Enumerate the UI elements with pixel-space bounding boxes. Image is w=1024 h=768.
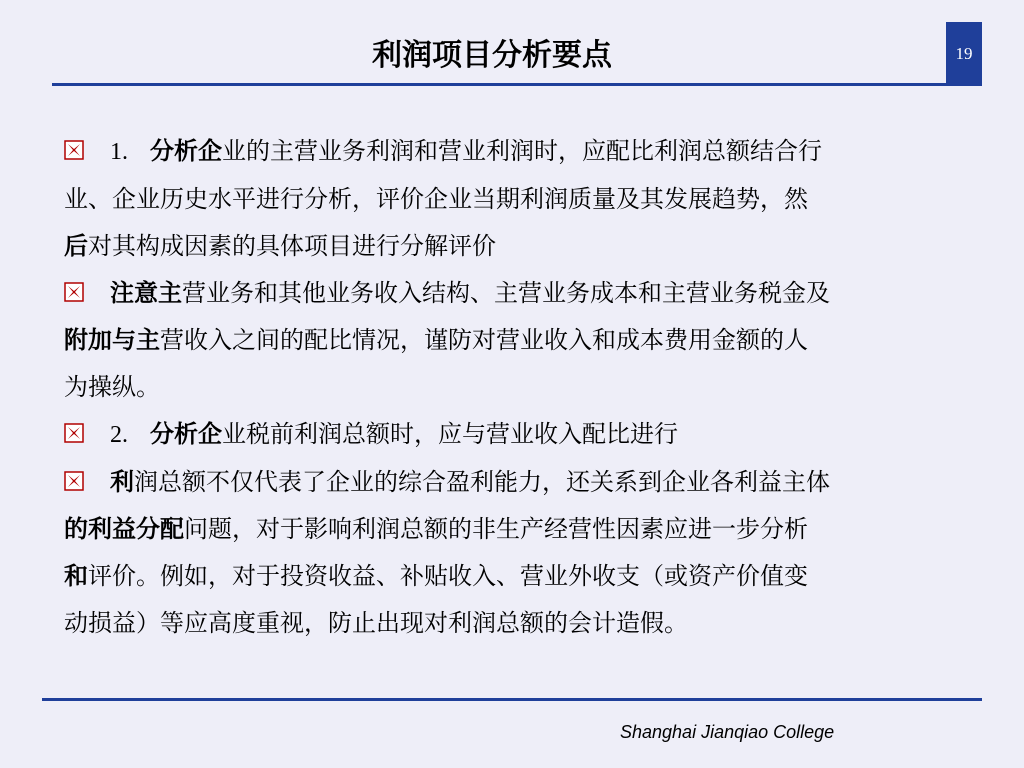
- item-bold-text: 和: [64, 562, 88, 590]
- item-text: 营业务和其他业务收入结构、主营业务成本和主营业务税金及: [182, 279, 830, 307]
- item-text: 营收入之间的配比情况，谨防对营业收入和成本费用金额的人: [160, 326, 808, 354]
- maltese-cross-icon: [64, 423, 84, 443]
- item-bold-text: 注意主: [110, 279, 182, 307]
- bullet-list: [64, 128, 964, 647]
- page-number-badge: 19: [946, 22, 982, 86]
- list-item: [64, 459, 964, 647]
- item-bold-text: 分析企: [150, 137, 222, 165]
- item-bold-text: 的利益分配: [64, 515, 184, 543]
- item-bold-text: 分析企: [150, 420, 222, 448]
- item-text: 评价。例如，对于投资收益、补贴收入、营业外收支（或资产价值变: [88, 562, 808, 590]
- maltese-cross-icon: [64, 471, 84, 491]
- item-text: 润总额不仅代表了企业的综合盈利能力，还关系到企业各利益主体: [134, 468, 830, 496]
- footer-college-name: Shanghai Jianqiao College: [620, 722, 835, 742]
- item-text: 动损益）等应高度重视，防止出现对利润总额的会计造假。: [64, 609, 688, 637]
- item-text: 业税前利润总额时，应与营业收入配比进行: [222, 420, 678, 448]
- item-bold-text: 后: [64, 232, 88, 260]
- item-text: 业、企业历史水平进行分析，评价企业当期利润质量及其发展趋势，然: [64, 185, 808, 213]
- title-divider: [52, 83, 982, 86]
- item-bold-text: 附加与主: [64, 326, 160, 354]
- item-text: 为操纵。: [64, 373, 160, 401]
- item-text: 对其构成因素的具体项目进行分解评价: [88, 232, 496, 260]
- maltese-cross-icon: [64, 282, 84, 302]
- item-text: 业的主营业务利润和营业利润时，应配比利润总额结合行: [222, 137, 822, 165]
- maltese-cross-icon: [64, 140, 84, 160]
- item-bold-text: 利: [110, 468, 134, 496]
- footer-divider: [42, 698, 982, 701]
- list-item: [64, 270, 964, 411]
- item-text: 问题，对于影响利润总额的非生产经营性因素应进一步分析: [184, 515, 808, 543]
- item-number: 1.: [110, 139, 128, 165]
- list-item: [64, 411, 964, 459]
- list-item: [64, 128, 964, 270]
- slide-title: 利润项目分析要点: [372, 38, 612, 73]
- item-number: 2.: [110, 422, 128, 448]
